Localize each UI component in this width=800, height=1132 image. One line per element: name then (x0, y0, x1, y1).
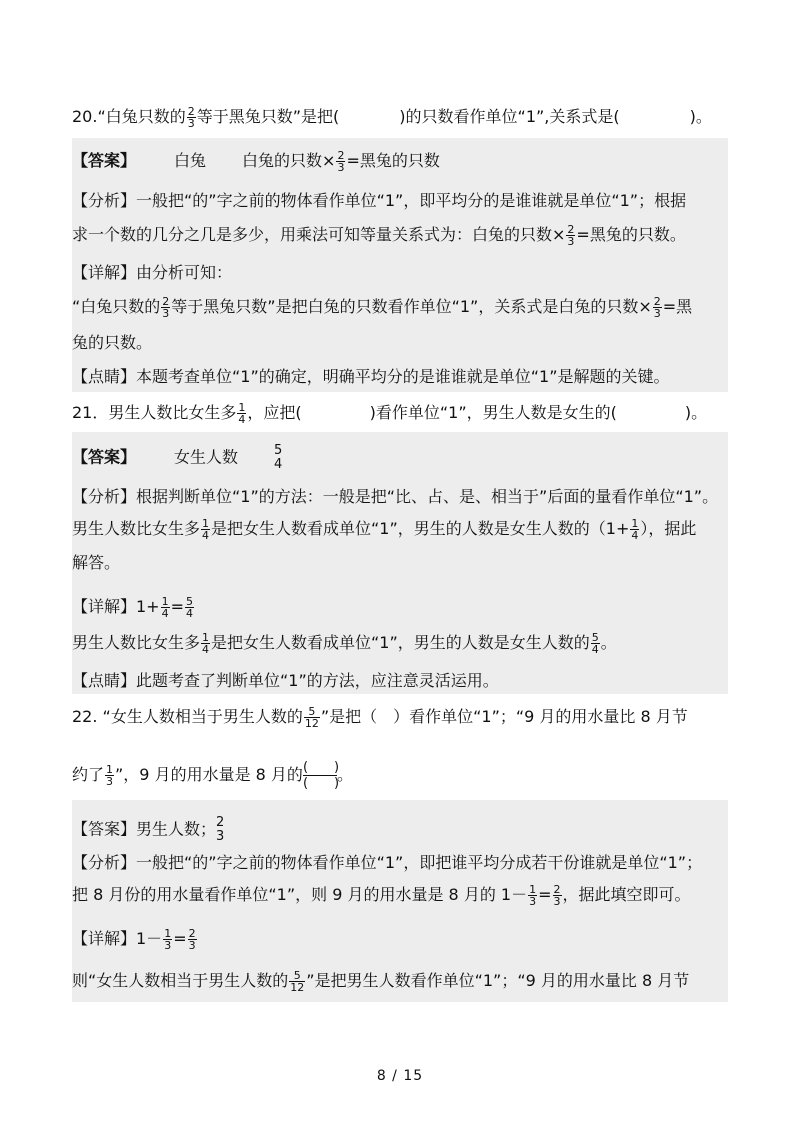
fraction: $\frac{2}{3}$ (187, 105, 195, 130)
q22-detail-line2: 则“女生人数相当于男生人数的 $\frac{5}{12}$ ”是把男生人数看作单位“1”；“9 月的用水量比 8 月节 (72, 969, 690, 994)
q20-analysis-line1: 【分析】一般把“的”字之前的物体看作单位“1”，即平均分的是谁谁就是单位“1”；根据 (72, 191, 687, 210)
q21-key-point: 【点睛】此题考查了判断单位“1”的方法，应注意灵活运用。 (72, 671, 499, 690)
q22-question-line2: 约了 $\frac{1}{3}$ ”，9 月的用水量是 8 月的 ( ) ( )。 (72, 760, 353, 791)
q22-analysis-line2: 把 8 月份的用水量看作单位“1”，则 9 月的用水量是 8 月的 1－ $\frac{1}{3}$ = $\frac{2}{3}$ ，据此填空即可。 (72, 883, 691, 908)
q21-analysis-line1: 【分析】根据判断单位“1”的方法：一般是把“比、占、是、相当于”后面的量看作单位“1”。 (72, 487, 719, 506)
q20-detail-line2: “白兔只数的 $\frac{2}{3}$ 等于黑兔只数”是把白兔的只数看作单位“1”，关系式是白兔的只数× $\frac{2}{3}$ =黑 (72, 295, 693, 320)
q20-analysis-line2: 求一个数的几分之几是多少，用乘法可知等量关系式为：白兔的只数× $\frac{2}{3}$ =黑兔的只数。 (72, 223, 686, 248)
q21-detail-line1: 【详解】1+ $\frac{1}{4}$ = $\frac{5}{4}$ (72, 595, 193, 620)
fraction: $\frac{5}{12}$ (304, 705, 319, 730)
fraction: $\frac{1}{4}$ (202, 631, 210, 656)
q20-key-point: 【点睛】本题考查单位“1”的确定，明确平均分的是谁谁就是单位“1”是解题的关键。 (72, 367, 670, 386)
q21-question: 21．男生人数比女生多 $\frac{1}{4}$ ，应把( )看作单位“1”，男生人数是女生的( )。 (72, 401, 708, 426)
blank-fraction: ( ) ( ) (302, 760, 340, 791)
fraction: $\frac{1}{4}$ (161, 595, 169, 620)
q20-detail-line1: 【详解】由分析可知： (72, 263, 233, 282)
fraction: $\frac{2}{3}$ (553, 883, 561, 908)
fraction: $\frac{2}{3}$ (337, 149, 345, 174)
q22-analysis-line1: 【分析】一般把“的”字之前的物体看作单位“1”，即把谁平均分成若干份谁就是单位“1”； (72, 853, 703, 872)
fraction: $\frac{5}{4}$ (186, 595, 193, 620)
fraction: $\frac{2}{3}$ (567, 223, 575, 248)
fraction: $\frac{1}{4}$ (631, 517, 639, 542)
fraction: $\frac{2}{3}$ (188, 927, 196, 952)
q21-analysis-line3: 解答。 (72, 553, 121, 572)
fraction: $\frac{1}{4}$ (202, 517, 210, 542)
fraction: 5 4 (274, 443, 283, 472)
q21-analysis-line2: 男生人数比女生多 $\frac{1}{4}$ 是把女生人数看成单位“1”，男生的人数是女生人数的（1+ $\frac{1}{4}$ ），据此 (72, 517, 697, 542)
q20-answer: 【答案】 白兔 白兔的只数× $\frac{2}{3}$ =黑兔的只数 (72, 149, 440, 174)
q22-detail: 【详解】1－ $\frac{1}{3}$ = $\frac{2}{3}$ (72, 927, 196, 952)
fraction: $\frac{2}{3}$ (162, 295, 170, 320)
fraction: $\frac{1}{4}$ (238, 401, 246, 426)
fraction: $\frac{5}{4}$ (591, 631, 599, 656)
fraction: 2 3 (216, 815, 225, 844)
fraction: $\frac{1}{3}$ (106, 763, 114, 788)
fraction: $\frac{1}{3}$ (529, 883, 537, 908)
q22-question-line1: 22. “女生人数相当于男生人数的 $\frac{5}{12}$ ”是把（ ）看作单位“1”；“9 月的用水量比 8 月节 (72, 705, 688, 730)
q21-answer: 【答案】 女生人数 5 4 (72, 443, 283, 472)
fraction: $\frac{1}{3}$ (164, 927, 172, 952)
q22-answer: 【答案】男生人数； 2 3 (72, 815, 225, 844)
fraction: $\frac{5}{12}$ (290, 969, 305, 994)
page-number: 8 / 15 (376, 1068, 424, 1084)
q21-detail-line2: 男生人数比女生多 $\frac{1}{4}$ 是把女生人数看成单位“1”，男生的人数是女生人数的 $\frac{5}{4}$ 。 (72, 631, 617, 656)
fraction: $\frac{2}{3}$ (653, 295, 661, 320)
q20-detail-line3: 兔的只数。 (72, 333, 153, 352)
q20-question: 20.“白兔只数的 $\frac{2}{3}$ 等于黑兔只数”是把( )的只数看作单位“1”,关系式是( )。 (72, 105, 712, 130)
